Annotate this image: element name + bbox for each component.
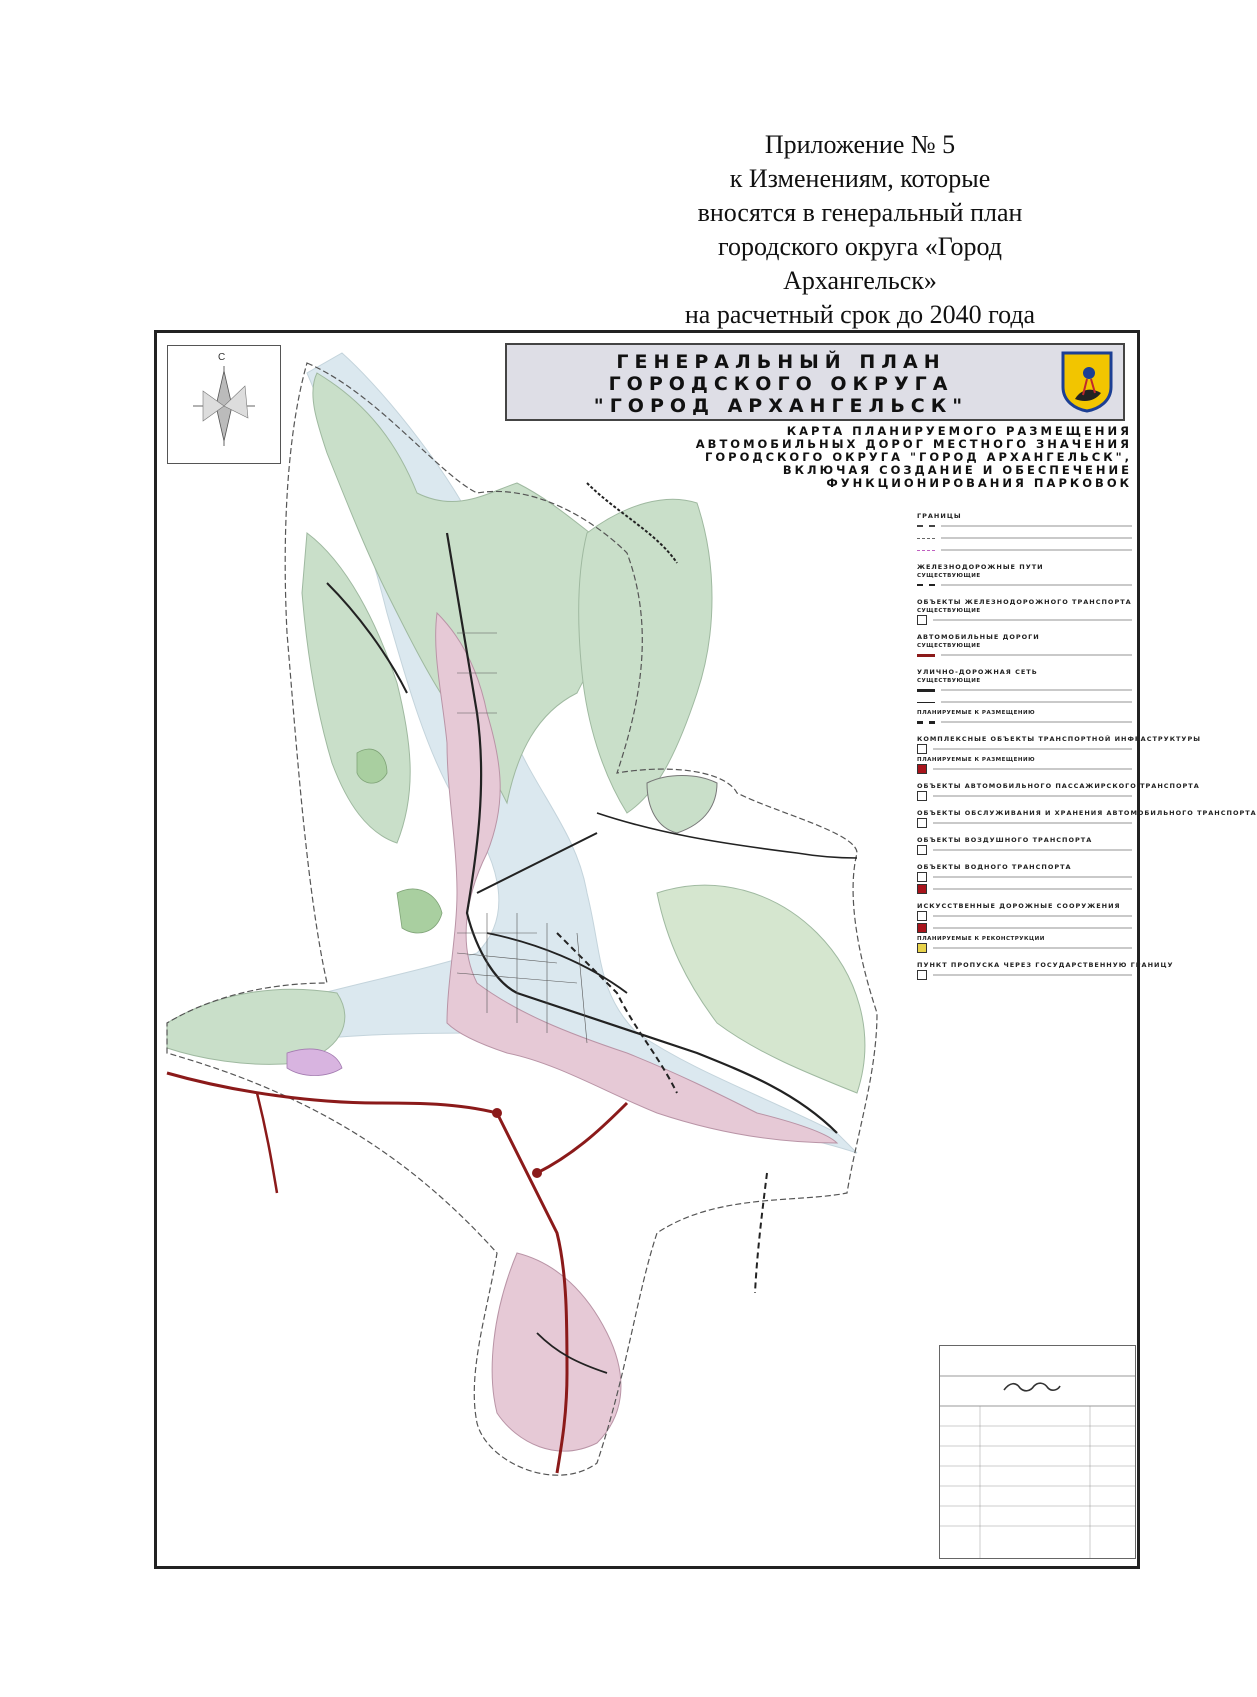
planned-street bbox=[755, 1173, 767, 1293]
map-subtitle-line: КАРТА ПЛАНИРУЕМОГО РАЗМЕЩЕНИЯ bbox=[786, 424, 1132, 438]
appendix-heading bbox=[640, 128, 1080, 332]
title-block-stamp bbox=[939, 1345, 1136, 1559]
legend-row bbox=[917, 532, 1132, 544]
boundary-swatch bbox=[917, 525, 935, 527]
checkpoint-icon bbox=[917, 970, 927, 980]
legend-row bbox=[917, 763, 1132, 775]
road-junction bbox=[492, 1108, 502, 1118]
master-plan-map bbox=[154, 330, 1257, 1569]
legend-subheading: ПЛАНИРУЕМЫЕ К РАЗМЕЩЕНИЮ bbox=[917, 757, 1036, 763]
boundary-swatch bbox=[917, 550, 935, 551]
legend-subheading: ПЛАНИРУЕМЫЕ К РЕКОНСТРУКЦИИ bbox=[917, 936, 1045, 942]
legend-subheading: ПЛАНИРУЕМЫЕ К РАЗМЕЩЕНИЮ bbox=[917, 710, 1036, 716]
southeast-forest bbox=[657, 885, 865, 1093]
map-subtitle bbox=[612, 425, 1132, 490]
legend-row bbox=[917, 922, 1132, 934]
bridge-icon bbox=[917, 911, 927, 921]
legend-row bbox=[917, 942, 1132, 954]
map-title bbox=[507, 351, 1055, 417]
compass-north-label: С bbox=[218, 352, 226, 363]
legend-heading: ИСКУССТВЕННЫЕ ДОРОЖНЫЕ СООРУЖЕНИЯ bbox=[917, 902, 1121, 910]
appendix-line: городского округа «Город bbox=[717, 232, 1003, 261]
legend-subheading: СУЩЕСТВУЮЩИЕ bbox=[917, 573, 981, 579]
legend-subheading: СУЩЕСТВУЮЩИЕ bbox=[917, 678, 981, 684]
company-logo-mark bbox=[1002, 1380, 1062, 1394]
legend-row bbox=[917, 790, 1132, 802]
main-street-swatch bbox=[917, 689, 935, 692]
boundary-swatch bbox=[917, 538, 935, 539]
planned-hub-icon bbox=[917, 764, 927, 774]
planned-street-swatch bbox=[917, 721, 935, 724]
map-title-line: ГЕНЕРАЛЬНЫЙ ПЛАН bbox=[616, 351, 946, 373]
port-icon bbox=[917, 872, 927, 882]
legend-heading: ОБЪЕКТЫ АВТОМОБИЛЬНОГО ПАССАЖИРСКОГО ТРАНСПОРТА bbox=[917, 782, 1200, 790]
legend-heading: АВТОМОБИЛЬНЫЕ ДОРОГИ bbox=[917, 633, 1040, 641]
planned-port-icon bbox=[917, 884, 927, 894]
legend-row bbox=[917, 614, 1132, 626]
map-title-line: ГОРОДСКОГО ОКРУГА bbox=[608, 373, 954, 395]
green-area bbox=[397, 889, 442, 933]
reconstruction-icon bbox=[917, 943, 927, 953]
map-legend bbox=[917, 505, 1257, 981]
regional-road-spur bbox=[257, 1093, 277, 1193]
legend-row bbox=[917, 544, 1132, 556]
legend-subheading: СУЩЕСТВУЮЩИЕ bbox=[917, 608, 981, 614]
legend-row bbox=[917, 817, 1132, 829]
map-subtitle-line: ФУНКЦИОНИРОВАНИЯ ПАРКОВОК bbox=[826, 476, 1132, 490]
legend-heading: ГРАНИЦЫ bbox=[917, 512, 962, 520]
legend-row bbox=[917, 520, 1132, 532]
parking-icon bbox=[917, 818, 927, 828]
legend-row bbox=[917, 883, 1132, 895]
map-title-box bbox=[505, 343, 1125, 421]
eastern-enclave bbox=[647, 776, 717, 834]
planned-street bbox=[597, 813, 857, 858]
industrial-area bbox=[287, 1049, 342, 1076]
compass-rose bbox=[167, 345, 281, 464]
legend-heading: КОМПЛЕКСНЫЕ ОБЪЕКТЫ ТРАНСПОРТНОЙ ИНФРАСТРУКТУРЫ bbox=[917, 735, 1201, 743]
legend-row bbox=[917, 579, 1132, 591]
road-junction bbox=[532, 1168, 542, 1178]
regional-road-swatch bbox=[917, 654, 935, 657]
company-logo bbox=[1002, 1380, 1062, 1397]
appendix-line: к Изменениям, которые bbox=[729, 164, 991, 193]
legend-heading: ОБЪЕКТЫ ВОДНОГО ТРАНСПОРТА bbox=[917, 863, 1072, 871]
appendix-line: на расчетный срок до 2040 года bbox=[684, 300, 1036, 329]
legend-subheading: СУЩЕСТВУЮЩИЕ bbox=[917, 643, 981, 649]
railway-swatch bbox=[917, 584, 935, 586]
legend-heading: ПУНКТ ПРОПУСКА ЧЕРЕЗ ГОСУДАРСТВЕННУЮ ГРАНИЦУ bbox=[917, 961, 1174, 969]
appendix-line: вносятся в генеральный план bbox=[697, 198, 1023, 227]
legend-heading: ЖЕЛЕЗНОДОРОЖНЫЕ ПУТИ bbox=[917, 563, 1044, 571]
regional-road-west bbox=[167, 1073, 497, 1113]
coat-of-arms-icon bbox=[1061, 351, 1113, 413]
map-subtitle-line: АВТОМОБИЛЬНЫХ ДОРОГ МЕСТНОГО ЗНАЧЕНИЯ bbox=[695, 437, 1132, 451]
legend-row bbox=[917, 743, 1132, 755]
airport-icon bbox=[917, 845, 927, 855]
transport-hub-icon bbox=[917, 744, 927, 754]
regional-road-east bbox=[537, 1103, 627, 1173]
planned-bridge-icon bbox=[917, 923, 927, 933]
appendix-line: Архангельск» bbox=[783, 266, 937, 295]
map-subtitle-line: ВКЛЮЧАЯ СОЗДАНИЕ И ОБЕСПЕЧЕНИЕ bbox=[782, 463, 1132, 477]
bus-station-icon bbox=[917, 791, 927, 801]
title-block-grid bbox=[940, 1346, 1135, 1558]
station-icon bbox=[917, 615, 927, 625]
legend-heading: ОБЪЕКТЫ ОБСЛУЖИВАНИЯ И ХРАНЕНИЯ АВТОМОБИЛЬНОГО ТРАНСПОРТА bbox=[917, 809, 1257, 817]
legend-heading: УЛИЧНО-ДОРОЖНАЯ СЕТЬ bbox=[917, 668, 1038, 676]
legend-row bbox=[917, 910, 1132, 922]
legend-row bbox=[917, 684, 1132, 696]
legend-row bbox=[917, 716, 1132, 728]
legend-row bbox=[917, 969, 1132, 981]
legend-row bbox=[917, 871, 1132, 883]
southern-district bbox=[492, 1253, 621, 1451]
legend-row bbox=[917, 844, 1132, 856]
legend-row bbox=[917, 649, 1132, 661]
map-title-line: "ГОРОД АРХАНГЕЛЬСК" bbox=[593, 395, 969, 417]
appendix-line: Приложение № 5 bbox=[764, 130, 956, 159]
legend-row bbox=[917, 696, 1132, 708]
compass-icon bbox=[168, 346, 280, 463]
eastern-forest bbox=[579, 499, 712, 813]
street-swatch bbox=[917, 702, 935, 703]
map-subtitle-line: ГОРОДСКОГО ОКРУГА "ГОРОД АРХАНГЕЛЬСК", bbox=[705, 450, 1132, 464]
legend-heading: ОБЪЕКТЫ ВОЗДУШНОГО ТРАНСПОРТА bbox=[917, 836, 1093, 844]
legend-heading: ОБЪЕКТЫ ЖЕЛЕЗНОДОРОЖНОГО ТРАНСПОРТА bbox=[917, 598, 1132, 606]
